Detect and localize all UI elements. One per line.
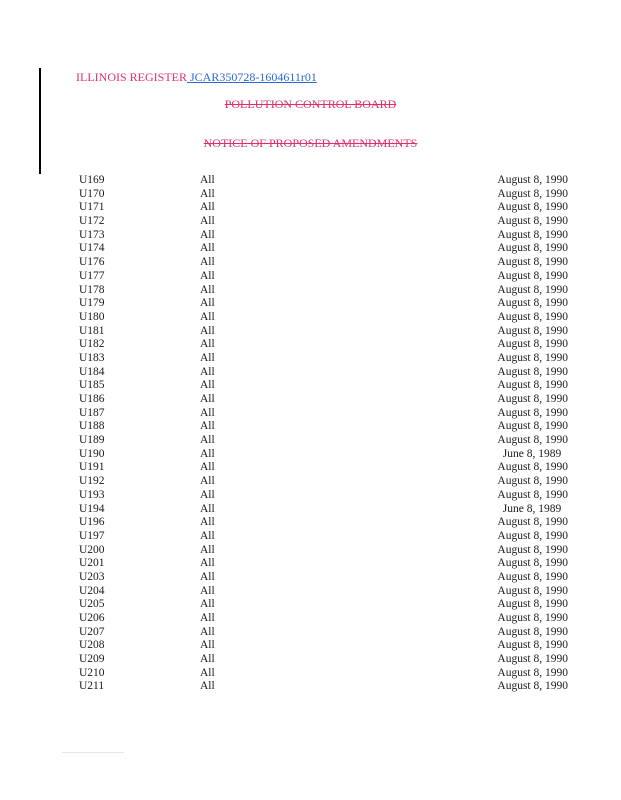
table-row	[0, 598, 621, 612]
table-row	[0, 379, 621, 393]
scope-cell: All	[200, 420, 215, 433]
effective-date-cell: August 8, 1990	[497, 639, 568, 652]
effective-date-cell: August 8, 1990	[497, 187, 568, 200]
waste-code-cell: U188	[79, 420, 105, 433]
scope-cell: All	[200, 570, 215, 583]
scope-cell: All	[200, 256, 215, 269]
effective-date-cell: August 8, 1990	[497, 420, 568, 433]
register-title: ILLINOIS REGISTER	[76, 70, 187, 84]
effective-date-cell: August 8, 1990	[497, 269, 568, 282]
effective-date-cell: August 8, 1990	[497, 598, 568, 611]
scope-cell: All	[200, 488, 215, 501]
table-row	[0, 516, 621, 530]
table-row	[0, 489, 621, 503]
scope-cell: All	[200, 351, 215, 364]
waste-code-cell: U193	[79, 488, 105, 501]
table-row	[0, 393, 621, 407]
waste-code-cell: U197	[79, 529, 105, 542]
scope-cell: All	[200, 215, 215, 228]
waste-code-cell: U190	[79, 447, 105, 460]
scope-cell: All	[200, 393, 215, 405]
effective-date-cell: August 8, 1990	[497, 434, 568, 447]
waste-code-cell: U171	[79, 201, 105, 214]
table-row	[0, 325, 621, 339]
waste-code-cell: U189	[79, 434, 105, 447]
table-row	[0, 612, 621, 626]
effective-date-cell: August 8, 1990	[497, 516, 568, 529]
effective-date-cell: August 8, 1990	[497, 256, 568, 269]
effective-date-cell: August 8, 1990	[497, 543, 568, 556]
effective-date-cell: August 8, 1990	[497, 570, 568, 583]
waste-code-cell: U180	[79, 310, 105, 323]
table-row	[0, 229, 621, 243]
effective-date-cell: August 8, 1990	[497, 557, 568, 570]
waste-code-cell: U207	[79, 625, 105, 638]
waste-code-cell: U205	[79, 598, 105, 611]
effective-date-cell: August 8, 1990	[497, 174, 568, 186]
effective-date-cell: August 8, 1990	[497, 406, 568, 419]
scope-cell: All	[200, 447, 215, 460]
waste-code-cell: U174	[79, 242, 105, 255]
table-row	[0, 188, 621, 202]
table-row	[0, 407, 621, 421]
effective-date-cell: August 8, 1990	[497, 228, 568, 241]
effective-date-cell: August 8, 1990	[497, 584, 568, 597]
waste-code-cell: U186	[79, 393, 105, 405]
revision-change-bar	[39, 68, 41, 174]
scope-cell: All	[200, 283, 215, 296]
scope-cell: All	[200, 543, 215, 556]
scope-cell: All	[200, 557, 215, 570]
scope-cell: All	[200, 228, 215, 241]
waste-code-cell: U210	[79, 666, 105, 679]
effective-date-cell: August 8, 1990	[497, 324, 568, 337]
waste-code-cell: U192	[79, 475, 105, 488]
scope-cell: All	[200, 297, 215, 310]
table-row	[0, 544, 621, 558]
register-header	[76, 70, 317, 84]
table-row	[0, 626, 621, 640]
table-row	[0, 311, 621, 325]
table-row	[0, 338, 621, 352]
notice-title: NOTICE OF PROPOSED AMENDMENTS	[203, 136, 418, 150]
waste-code-cell: U170	[79, 187, 105, 200]
waste-code-cell: U179	[79, 297, 105, 310]
scope-cell: All	[200, 598, 215, 611]
scope-cell: All	[200, 324, 215, 337]
waste-code-cell: U178	[79, 283, 105, 296]
footer-rule	[62, 752, 124, 753]
scope-cell: All	[200, 201, 215, 214]
waste-code-cell: U183	[79, 351, 105, 364]
table-row	[0, 448, 621, 462]
effective-date-cell: August 8, 1990	[497, 475, 568, 488]
table-row	[0, 174, 621, 188]
table-row	[0, 571, 621, 585]
waste-code-cell: U182	[79, 338, 105, 351]
table-row	[0, 475, 621, 489]
scope-cell: All	[200, 461, 215, 474]
scope-cell: All	[200, 338, 215, 351]
waste-code-cell: U176	[79, 256, 105, 269]
scope-cell: All	[200, 584, 215, 597]
waste-code-cell: U169	[79, 174, 105, 186]
effective-date-cell: August 8, 1990	[497, 653, 568, 666]
agency-title: POLLUTION CONTROL BOARD	[224, 97, 397, 111]
table-row	[0, 297, 621, 311]
scope-cell: All	[200, 269, 215, 282]
table-row	[0, 366, 621, 380]
waste-code-cell: U201	[79, 557, 105, 570]
scope-cell: All	[200, 379, 215, 392]
scope-cell: All	[200, 310, 215, 323]
waste-code-cell: U181	[79, 324, 105, 337]
scope-cell: All	[200, 475, 215, 488]
effective-date-cell: August 8, 1990	[497, 666, 568, 679]
scope-cell: All	[200, 516, 215, 529]
table-row	[0, 201, 621, 215]
effective-date-cell: August 8, 1990	[497, 461, 568, 474]
scope-cell: All	[200, 365, 215, 378]
waste-code-cell: U209	[79, 653, 105, 666]
waste-code-cell: U172	[79, 215, 105, 228]
table-row	[0, 420, 621, 434]
table-row	[0, 284, 621, 298]
scope-cell: All	[200, 639, 215, 652]
scope-cell: All	[200, 680, 215, 693]
table-row	[0, 667, 621, 681]
table-row	[0, 557, 621, 571]
scope-cell: All	[200, 625, 215, 638]
effective-date-cell: August 8, 1990	[497, 625, 568, 638]
waste-code-cell: U211	[79, 680, 105, 693]
scope-cell: All	[200, 529, 215, 542]
waste-code-cell: U191	[79, 461, 105, 474]
table-row	[0, 434, 621, 448]
table-row	[0, 680, 621, 694]
effective-date-cell: June 8, 1989	[502, 502, 562, 515]
scope-cell: All	[200, 434, 215, 447]
effective-date-cell: August 8, 1990	[497, 488, 568, 501]
table-row	[0, 503, 621, 517]
waste-code-cell: U185	[79, 379, 105, 392]
effective-date-cell: August 8, 1990	[497, 612, 568, 624]
waste-code-cell: U194	[79, 502, 105, 515]
table-row	[0, 242, 621, 256]
waste-code-cell: U208	[79, 639, 105, 652]
scope-cell: All	[200, 612, 215, 624]
waste-code-cell: U200	[79, 543, 105, 556]
effective-date-cell: August 8, 1990	[497, 338, 568, 351]
effective-date-cell: August 8, 1990	[497, 680, 568, 693]
table-row	[0, 352, 621, 366]
table-row	[0, 530, 621, 544]
scope-cell: All	[200, 653, 215, 666]
effective-date-cell: August 8, 1990	[497, 310, 568, 323]
scope-cell: All	[200, 174, 215, 186]
effective-date-cell: August 8, 1990	[497, 297, 568, 310]
waste-code-cell: U206	[79, 612, 105, 624]
table-row	[0, 461, 621, 475]
waste-code-cell: U184	[79, 365, 105, 378]
table-row	[0, 585, 621, 599]
waste-code-cell: U173	[79, 228, 105, 241]
waste-code-cell: U187	[79, 406, 105, 419]
scope-cell: All	[200, 406, 215, 419]
scope-cell: All	[200, 187, 215, 200]
table-row	[0, 653, 621, 667]
waste-code-cell: U177	[79, 269, 105, 282]
jcar-reference-link[interactable]: JCAR350728-1604611r01	[187, 70, 317, 84]
effective-date-cell: August 8, 1990	[497, 242, 568, 255]
scope-cell: All	[200, 666, 215, 679]
effective-date-cell: August 8, 1990	[497, 215, 568, 228]
table-row	[0, 270, 621, 284]
waste-code-table	[0, 174, 621, 694]
waste-code-cell: U203	[79, 570, 105, 583]
scope-cell: All	[200, 502, 215, 515]
scope-cell: All	[200, 242, 215, 255]
waste-code-cell: U204	[79, 584, 105, 597]
effective-date-cell: June 8, 1989	[502, 447, 562, 460]
effective-date-cell: August 8, 1990	[497, 529, 568, 542]
effective-date-cell: August 8, 1990	[497, 365, 568, 378]
table-row	[0, 256, 621, 270]
effective-date-cell: August 8, 1990	[497, 283, 568, 296]
effective-date-cell: August 8, 1990	[497, 351, 568, 364]
effective-date-cell: August 8, 1990	[497, 379, 568, 392]
effective-date-cell: August 8, 1990	[497, 393, 568, 405]
waste-code-cell: U196	[79, 516, 105, 529]
table-row	[0, 215, 621, 229]
table-row	[0, 639, 621, 653]
effective-date-cell: August 8, 1990	[497, 201, 568, 214]
